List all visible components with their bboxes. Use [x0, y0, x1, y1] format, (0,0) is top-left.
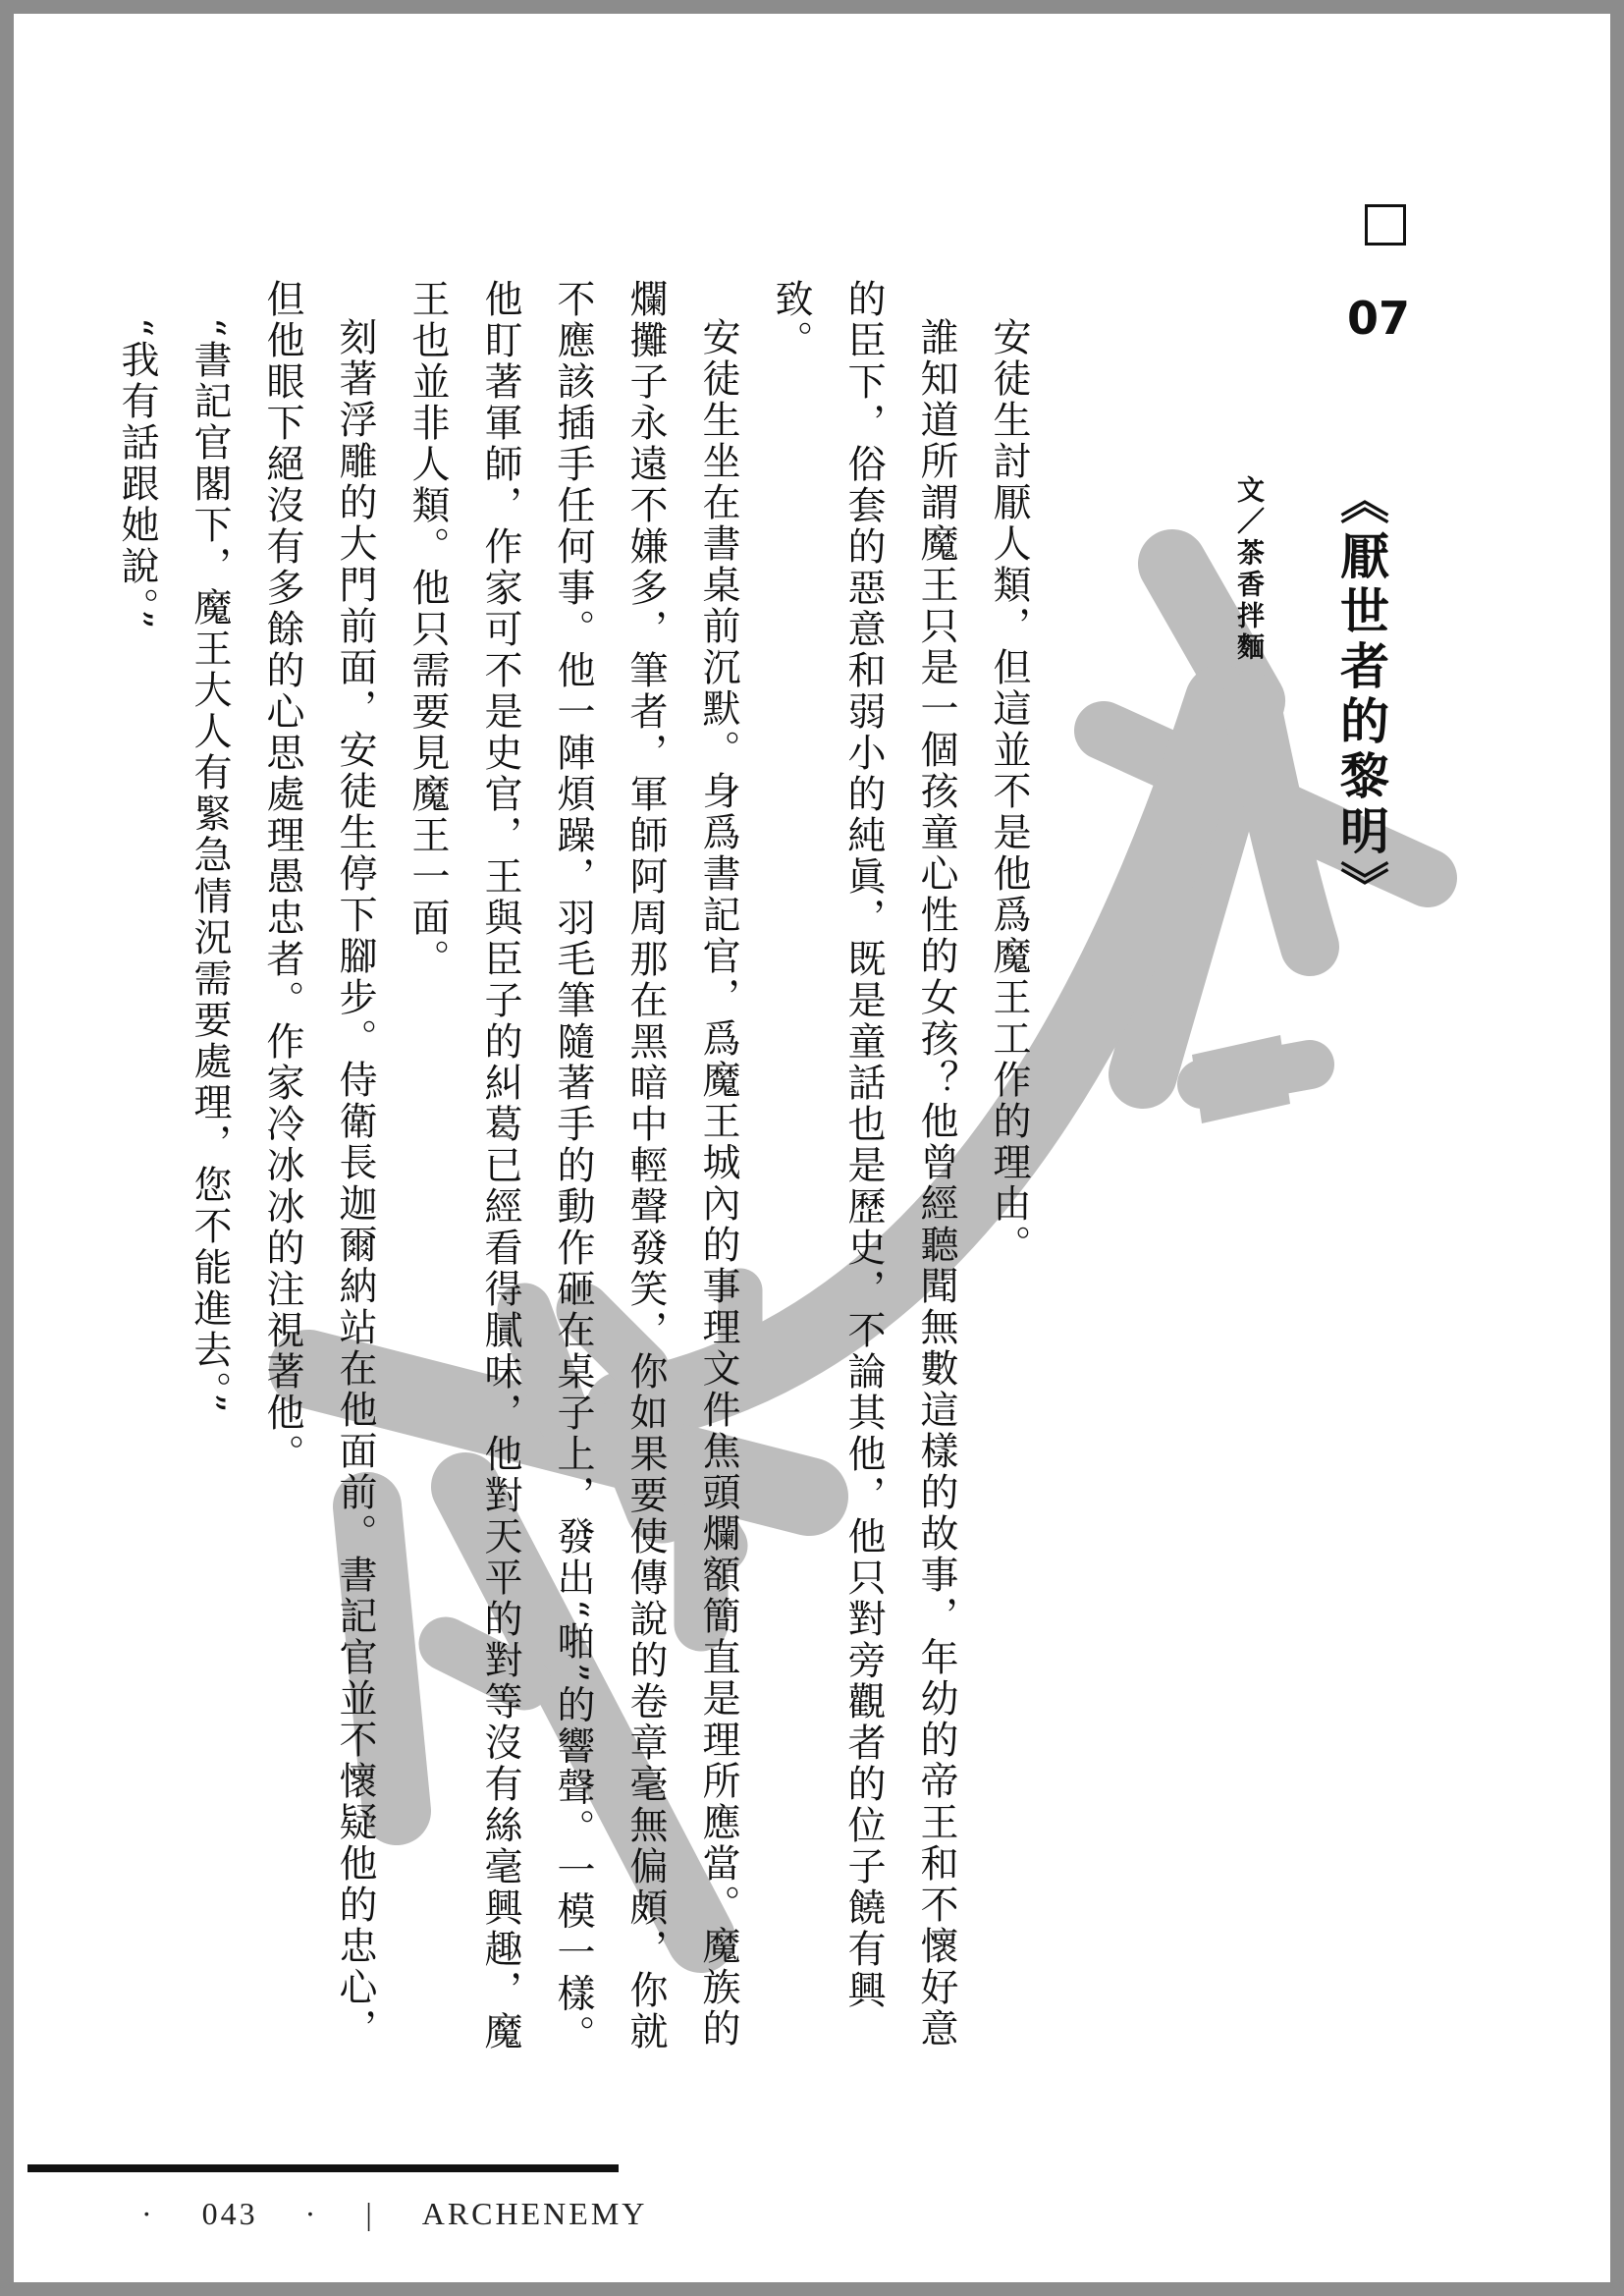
paragraph: “我有話跟她說。” — [115, 317, 159, 632]
paragraph: 刻著浮雕的大門前面，安徒生停下腳步。侍衛長迦爾納站在他面前。書記官並不懷疑他的忠心，但他眼下絕沒有多餘的心思處理愚忠者。作家冷冰冰的注視著他。 — [260, 279, 377, 2050]
author-byline: 文／茶香拌麵 — [1233, 475, 1266, 664]
chapter-marker-box — [1365, 204, 1406, 246]
footer-dot-right: · — [304, 2196, 319, 2231]
paragraph: 誰知道所謂魔王只是一個孩童心性的女孩？他曾經聽聞無數這樣的故事，年幼的帝王和不懷好意的臣下，俗套的惡意和弱小的純眞，既是童話也是歷史，不論其他，他只對旁觀者的位子饒有興致。 — [769, 279, 958, 2050]
page-footer — [141, 2196, 647, 2232]
footer-rule — [27, 2164, 619, 2172]
chapter-title: 《厭世者的黎明》 — [1332, 475, 1389, 915]
footer-separator: | — [365, 2196, 375, 2231]
watermark-mark — [1192, 1035, 1290, 1123]
page-number: 043 — [201, 2196, 258, 2231]
story-body — [115, 279, 1045, 2086]
magazine-name: ARCHENEMY — [421, 2196, 648, 2231]
chapter-number: 07 — [1346, 292, 1410, 345]
paragraph: 安徒生討厭人類，但這並不是他爲魔王工作的理由。 — [987, 317, 1031, 1266]
paragraph: “書記官閣下，魔王大人有緊急情況需要處理，您不能進去。” — [188, 317, 232, 1416]
footer-dot-left: · — [141, 2196, 155, 2231]
paragraph: 安徒生坐在書桌前沉默。身爲書記官，爲魔王城內的事理文件焦頭爛額簡直是理所應當。魔族的爛攤子永遠不嫌多，筆者，軍師阿周那在黑暗中輕聲發笑，你如果要使傳說的卷章毫無偏頗，你就不應該插手任何事。他一陣煩躁，羽毛筆隨著手的動作砸在桌子上，發出“啪”的響聲。一模一樣。他盯著軍師，作家可不是史官，王與臣子的糾葛已經看得膩味，他對天平的對等沒有絲毫興趣，魔王也並非人類。他只需要見魔王一面。 — [406, 279, 740, 2056]
